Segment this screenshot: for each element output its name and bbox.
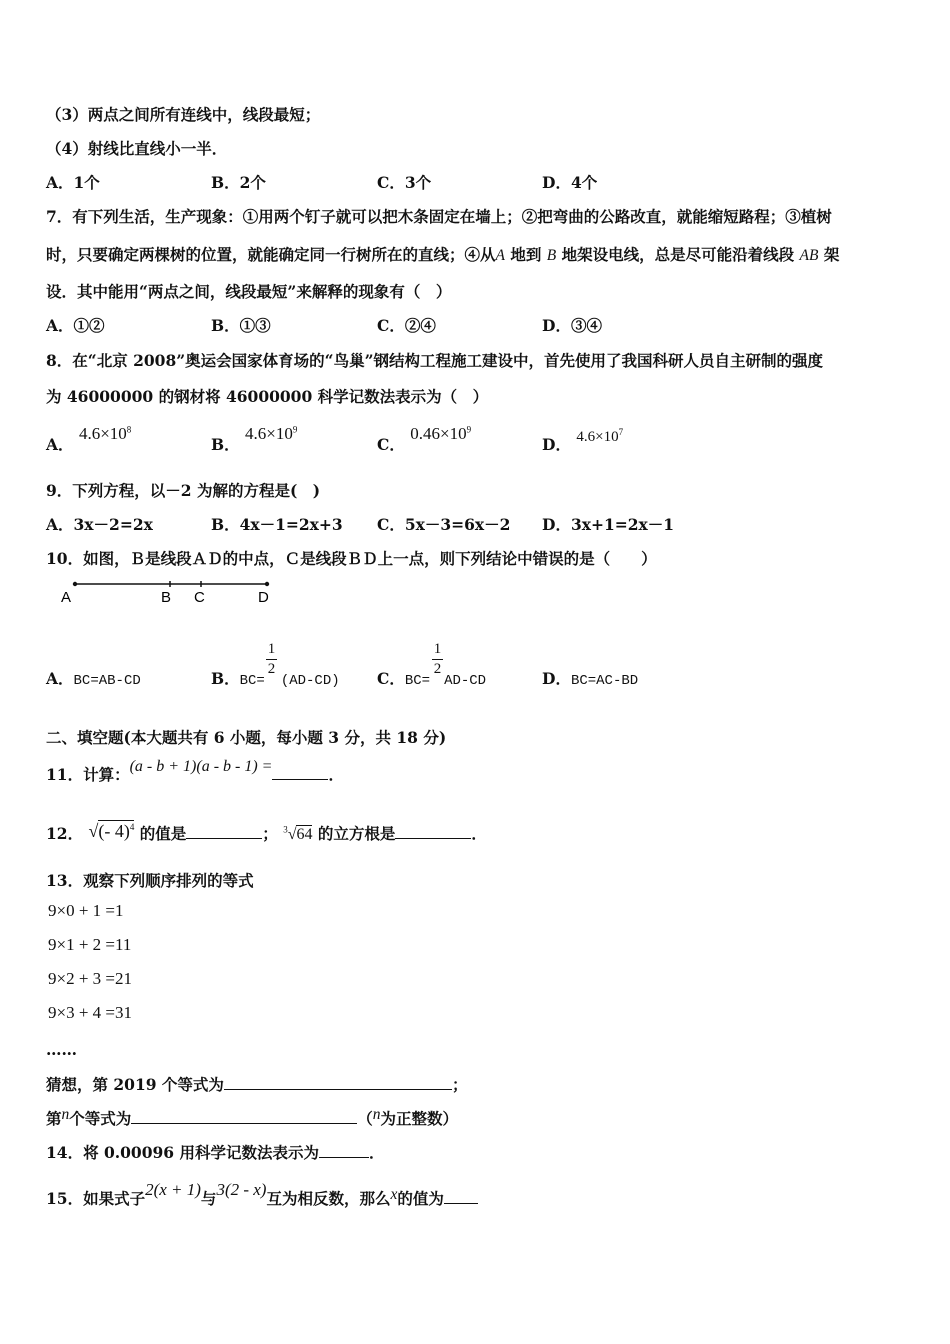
q8-option-c-label: C． [377, 435, 405, 454]
q8-option-d[interactable] [542, 427, 624, 455]
q13-nth-mid: 个等式为 [69, 1109, 132, 1128]
q7-option-b[interactable]: B．①③ [211, 316, 271, 335]
q10-option-b-pre: BC= [239, 673, 265, 689]
q15-answer-blank[interactable] [444, 1202, 478, 1204]
q10-option-c-fraction [432, 641, 443, 678]
q10-option-c-label: C． [377, 669, 405, 688]
q12-sep: ； [262, 824, 278, 843]
q6-statement-4: （4）射线比直线小一半． [46, 139, 228, 158]
section2-title: 二、填空题(本大题共有 6 小题，每小题 3 分，共 18 分) [46, 728, 447, 747]
q7-stem-line3: 设．其中能用“两点之间，线段最短”来解释的现象有（ ） [46, 282, 452, 301]
q12-sqrt-expression: √(- 4)$^4$ [88, 821, 135, 841]
q10-point-d-dot [265, 582, 269, 586]
q7-stem-line1: 7．有下列生活，生产现象：①用两个钉子就可以把木条固定在墙上；②把弯曲的公路改直，就能缩短路程；③植树 [46, 207, 832, 226]
q14-answer-blank[interactable] [319, 1156, 369, 1158]
q7-line2-part1: 时，只要确定两棵树的位置，就能确定同一行树所在的直线；④从 [46, 245, 496, 264]
q13-nth-note-pre: （ [357, 1109, 373, 1128]
q15-mid2: 互为相反数，那么 [266, 1189, 391, 1208]
q13-guess-blank[interactable] [224, 1088, 452, 1090]
q10-option-c-pre: BC= [404, 673, 431, 689]
q9-option-d[interactable]: D．3x+1=2x－1 [542, 515, 675, 534]
q7-line2-part4: 架 [818, 245, 840, 264]
q10-option-b-frac-bar [266, 659, 277, 660]
q8-option-c[interactable] [377, 424, 472, 455]
q13-guess-text: 猜想，第 2019 个等式为 [46, 1075, 224, 1094]
q13-nth-var: n [61, 1106, 70, 1123]
q12-cbrt-radicand: 64 [296, 826, 313, 843]
q9-stem: 9．下列方程，以－2 为解的方程是( ) [46, 481, 321, 500]
q8-option-d-value: $4.6\times 10^7$ [576, 427, 624, 445]
q10-option-b-post: (AD-CD) [280, 673, 340, 689]
q13-nth-line [46, 1107, 458, 1129]
q10-option-a-label: A． [46, 669, 74, 688]
q10-option-c-frac-den: 2 [433, 661, 442, 677]
q10-option-c-frac-bar [432, 659, 443, 660]
q10-option-a-text: BC=AB-CD [73, 673, 141, 689]
q6-option-c[interactable]: C．3个 [377, 173, 432, 192]
q10-option-b-frac-den: 2 [267, 661, 276, 677]
q10-option-c-post: AD-CD [444, 673, 487, 689]
q15-line [46, 1180, 478, 1209]
q13-ellipsis: …… [46, 1040, 77, 1059]
q15-expression-1: 2(x + 1) [145, 1180, 201, 1199]
q12-cbrt-index: 3 [283, 824, 288, 835]
q14-end: ． [368, 1143, 385, 1162]
q13-equation-4: 9×3 + 4 =31 [48, 1003, 133, 1022]
q14-line [46, 1141, 385, 1163]
q6-option-d[interactable]: D．4个 [542, 173, 598, 192]
q15-mid: 与 [200, 1189, 217, 1208]
q7-var-ab: AB [799, 247, 819, 264]
q15-var: x [390, 1186, 398, 1203]
q13-nth-blank[interactable] [131, 1122, 357, 1124]
q13-nth-note-var: n [372, 1106, 381, 1123]
q10-option-d[interactable] [542, 667, 638, 689]
q15-tail: 的值为 [397, 1189, 444, 1208]
q12-mid: 的值是 [134, 824, 187, 843]
q9-option-b[interactable]: B．4x－1=2x+3 [211, 515, 343, 534]
q15-expression-2: 3(2 - x) [216, 1180, 267, 1199]
q15-prefix: 15．如果式子 [46, 1189, 146, 1208]
q13-equation-2: 9×1 + 2 =11 [48, 935, 132, 954]
q13-guess-end: ； [451, 1075, 468, 1094]
q13-nth-pre: 第 [46, 1109, 62, 1128]
q10-label-a: A [61, 589, 72, 606]
q8-option-c-value: $0.46\times 10^9$ [410, 424, 472, 443]
q11-expression: (a - b + 1)(a - b - 1) = [129, 758, 273, 775]
q8-option-a-label: A． [46, 435, 74, 454]
q8-option-b[interactable] [211, 424, 298, 455]
q10-option-b-fraction [266, 641, 277, 678]
q8-option-a-value: $4.6\times 10^8$ [78, 424, 132, 443]
q9-option-a[interactable]: A．3x－2=2x [46, 515, 153, 534]
q12-cbrt-expression: $^3$√64 [283, 824, 313, 843]
q6-option-b[interactable]: B．2个 [211, 173, 266, 192]
q11-suffix: ． [328, 765, 344, 784]
q8-option-a[interactable] [46, 424, 132, 455]
q8-stem-line2: 为 46000000 的钢材将 46000000 科学记数法表示为（ ） [46, 387, 489, 406]
q10-option-d-text: BC=AC-BD [570, 673, 639, 689]
q7-var-b: B [546, 247, 557, 264]
q12-line [46, 822, 487, 844]
q10-segment-diagram [55, 575, 285, 611]
q13-equation-1: 9×0 + 1 =1 [48, 901, 124, 920]
q12-answer-blank-1[interactable] [186, 837, 262, 839]
q12-sqrt-radicand: (- 4)$^4$ [98, 821, 135, 841]
q10-label-b: B [161, 589, 172, 606]
q10-stem: 10．如图，Ｂ是线段ＡＤ的中点，Ｃ是线段ＢＤ上一点，则下列结论中错误的是（ ） [46, 549, 657, 568]
q12-tail: 的立方根是 [312, 824, 396, 843]
q7-option-c[interactable]: C．②④ [377, 316, 436, 335]
q10-point-a-dot [73, 582, 77, 586]
q8-option-b-label: B． [211, 435, 240, 454]
q13-guess-line [46, 1073, 467, 1095]
q11-answer-blank[interactable] [272, 778, 328, 780]
q7-stem-line2 [46, 243, 839, 265]
q8-option-b-value: $4.6\times 10^9$ [245, 424, 298, 443]
q11-prefix: 11．计算： [46, 765, 130, 784]
q13-stem: 13．观察下列顺序排列的等式 [46, 871, 254, 890]
q12-prefix: 12． [46, 824, 84, 843]
q12-answer-blank-2[interactable] [395, 837, 471, 839]
q6-option-a[interactable]: A．1个 [46, 173, 100, 192]
q12-end: ． [471, 824, 487, 843]
q8-stem-line1: 8．在“北京 2008”奥运会国家体育场的“鸟巢”钢结构工程施工建设中，首先使用了我国科研人员自主研制的强度 [46, 351, 823, 370]
q10-option-b-label: B． [211, 669, 240, 688]
q10-option-d-label: D． [542, 669, 571, 688]
q7-option-d[interactable]: D．③④ [542, 316, 602, 335]
q9-option-c[interactable]: C．5x－3=6x－2 [377, 515, 511, 534]
q6-statement-3: （3）两点之间所有连线中，线段最短； [46, 105, 321, 124]
q14-text: 14．将 0.00096 用科学记数法表示为 [46, 1143, 319, 1162]
q10-option-b-frac-num: 1 [267, 641, 276, 657]
q13-equation-3: 9×2 + 3 =21 [48, 969, 133, 988]
q7-line2-part2: 地到 [504, 245, 547, 264]
q7-option-a[interactable]: A．①② [46, 316, 105, 335]
q8-option-d-label: D． [542, 435, 571, 454]
q7-line2-part3: 地架设电线，总是尽可能沿着线段 [556, 245, 800, 264]
q10-option-a[interactable] [46, 667, 141, 689]
q11-line [46, 758, 344, 785]
q10-label-c: C [194, 589, 205, 606]
q13-nth-note-post: 为正整数） [380, 1109, 459, 1128]
q10-label-d: D [258, 589, 269, 606]
q7-var-a: A [495, 247, 505, 264]
q10-option-c-frac-num: 1 [433, 641, 442, 657]
